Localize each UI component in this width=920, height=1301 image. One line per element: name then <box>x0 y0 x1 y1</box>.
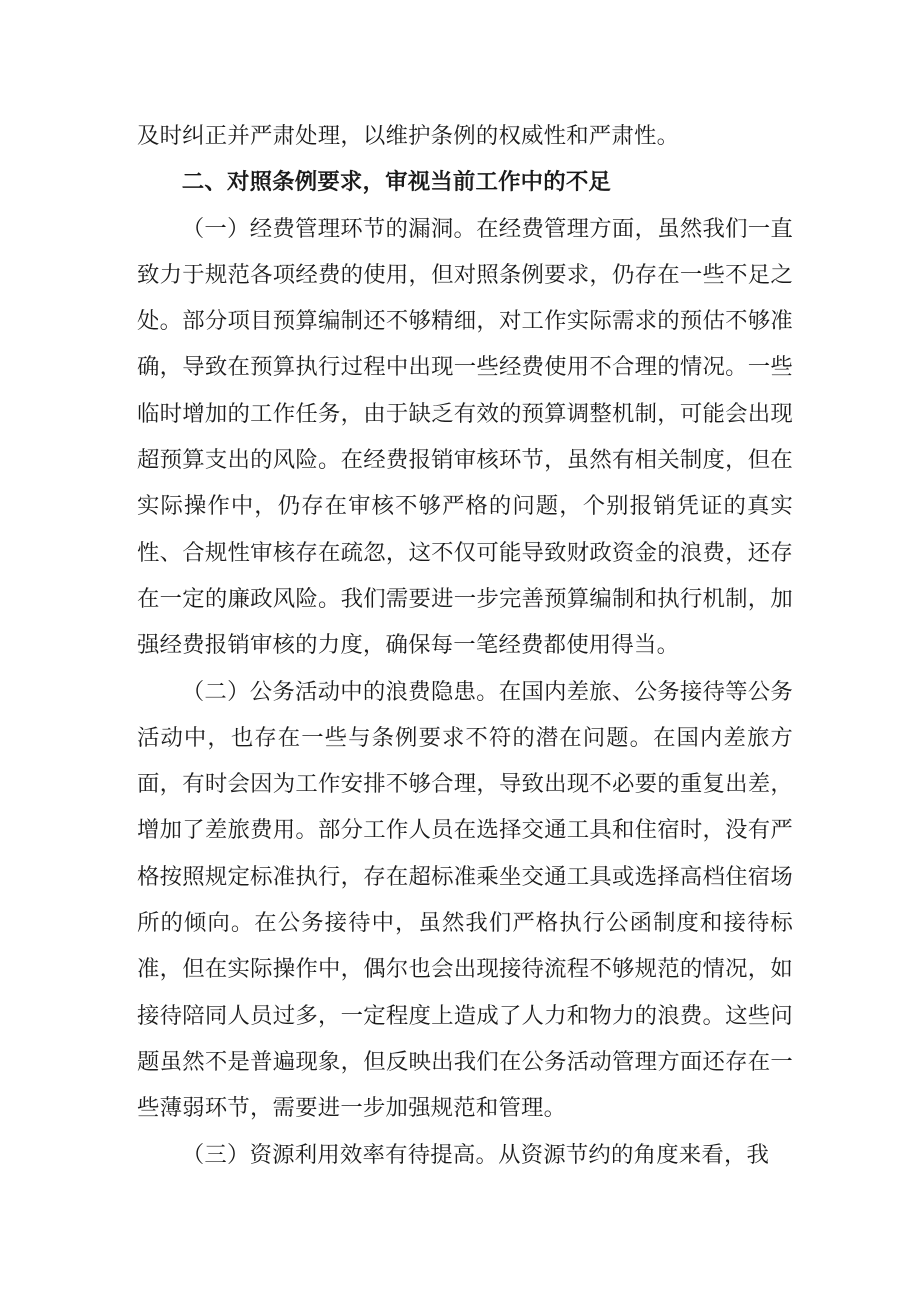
section-heading: 二、对照条例要求，审视当前工作中的不足 <box>181 169 612 196</box>
paragraph-continuation: 及时纠正并严肃处理，以维护条例的权威性和严肃性。 <box>137 123 680 149</box>
paragraph-funds-management: （一）经费管理环节的漏洞。在经费管理方面，虽然我们一直致力于规范各项经费的使用，但对照条例要求，仍存在一些不足之处。部分项目预算编制还不够精细，对工作实际需求的预估不够准确，导致在预算执行过程中出现一些经费使用不合理的情况。一些临时增加的工作任务，由于缺乏有效的预算调整机制，可能会出现超预算支出的风险。在经费报销审核环节，虽然有相关制度，但在实际操作中，仍存在审核不够严格的问题，个别报销凭证的真实性、合规性审核存在疏忽，这不仅可能导致财政资金的浪费，还存在一定的廉政风险。我们需要进一步完善预算编制和执行机制，加强经费报销审核的力度，确保每一笔经费都使用得当。 <box>137 215 793 659</box>
paragraph-official-activities: （二）公务活动中的浪费隐患。在国内差旅、公务接待等公务活动中，也存在一些与条例要求不符的潜在问题。在国内差旅方面，有时会因为工作安排不够合理，导致出现不必要的重复出差，增加了差旅费用。部分工作人员在选择交通工具和住宿时，没有严格按照规定标准执行，存在超标准乘坐交通工具或选择高档住宿场所的倾向。在公务接待中，虽然我们严格执行公函制度和接待标准，但在实际操作中，偶尔也会出现接待流程不够规范的情况，如接待陪同人员过多，一定程度上造成了人力和物力的浪费。这些问题虽然不是普遍现象，但反映出我们在公务活动管理方面还存在一些薄弱环节，需要进一步加强规范和管理。 <box>137 678 793 1122</box>
document-body <box>137 113 793 1178</box>
paragraph-resource-efficiency: （三）资源利用效率有待提高。从资源节约的角度来看，我 <box>181 1141 770 1168</box>
